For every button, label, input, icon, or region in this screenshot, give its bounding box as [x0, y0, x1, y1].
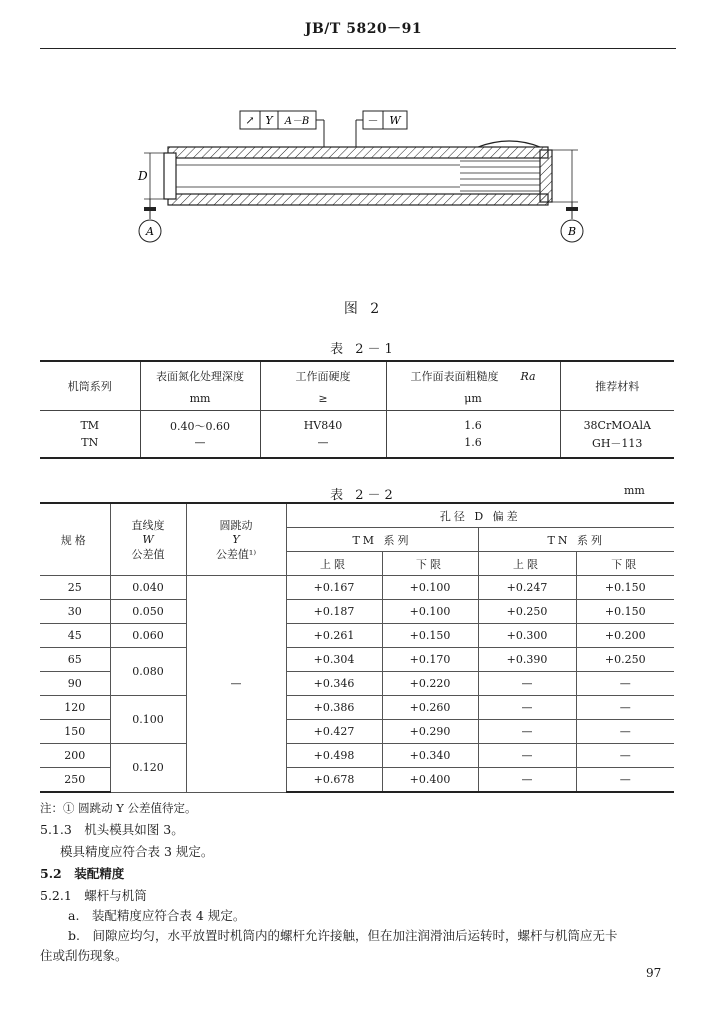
table-row: 65 0.080 +0.304 +0.170 +0.390 +0.250	[40, 648, 674, 672]
table-row: 90 +0.346 +0.220 — —	[40, 672, 674, 696]
right-flange	[540, 150, 552, 202]
t2-h-spec: 规格	[40, 503, 110, 576]
t2-h-tn: TN 系列	[478, 528, 674, 552]
table-2-1	[40, 360, 674, 459]
para-b-cont: 住或刮伤现象。	[40, 948, 128, 963]
standard-header: JB/T 5820－91	[304, 21, 423, 37]
t2-h-runout: 圆跳动 Y 公差值¹⁾	[186, 503, 286, 576]
t1-h-roughness: 工作面表面粗糙度 Ra μm	[386, 361, 560, 411]
table-row: 45 0.060 +0.261 +0.150 +0.300 +0.200	[40, 624, 674, 648]
barrel-bottom-wall	[168, 194, 548, 205]
t1-h-hardness: 工作面硬度 ≥	[260, 361, 386, 411]
tolerance-frame-runout	[240, 111, 324, 147]
svg-text:A－B: A－B	[284, 116, 310, 127]
header-rule	[40, 48, 676, 49]
table2-title: 表 2－2	[330, 488, 397, 503]
table-row: 120 0.100 +0.386 +0.260 — —	[40, 696, 674, 720]
table-row: TM 0.40～0.60 HV840 1.6 38CrMOAlA	[40, 411, 674, 435]
t1-h-material: 推荐材料	[560, 361, 674, 411]
t1-h-series: 机筒系列	[40, 361, 140, 411]
t2-h-straight: 直线度 W 公差值	[110, 503, 186, 576]
table-row: 30 0.050 +0.187 +0.100 +0.250 +0.150	[40, 600, 674, 624]
para-5-1-3: 5.1.3 机头模具如图 3。	[40, 822, 184, 837]
table-2-2: 规格 直线度 W 公差值 圆跳动 Y 公差值¹⁾ 孔径 D 偏差 TM 系列 TN 系列 上限 下限 上限 下限 25 0.040 — +0.167 +0.100 +0.247 +0.150 30 0.050 +0.187 +0.100 +0.250 +0.150 45 0.060 +0.261 +0.150 +0.300 +0.200 65 0.080 +0.304 +0.170 +0.390 +0.250 90 +0.346 +0.220 — — 120 0.100 +0.386 +0.260 — — 150 +0.427 +0.290 — — 200 0.120 +0.498 +0.340 — — 250 +0.678 +0.400 — —	[40, 502, 674, 793]
table-row: TN — — 1.6 GH－113	[40, 434, 674, 458]
t2-h-tm: TM 系列	[286, 528, 478, 552]
table1-title: 表 2－1	[330, 342, 397, 357]
left-flange	[164, 153, 176, 199]
table-row: 200 0.120 +0.498 +0.340 — —	[40, 744, 674, 768]
para-b: b. 间隙应均匀，水平放置时机筒内的螺杆允许接触，但在加注润滑油后运转时，螺杆与机筒应无卡	[68, 928, 618, 943]
svg-text:Y: Y	[265, 114, 273, 127]
section-5-2: 5.2 装配精度	[40, 866, 125, 881]
runout-symbol: ↗	[245, 114, 255, 127]
table-note: 注：① 圆跳动 Y 公差值待定。	[40, 801, 197, 815]
dimension-d-label: D	[138, 169, 148, 183]
barrel-top-wall	[168, 147, 548, 158]
datum-b: B	[567, 225, 577, 238]
figure-caption: 图 2	[343, 301, 384, 317]
table2-unit: mm	[624, 484, 645, 497]
barrel-drawing	[120, 95, 600, 255]
feed-opening	[478, 141, 540, 147]
tolerance-frame-straightness	[356, 111, 407, 147]
runout-value: —	[186, 576, 286, 793]
table-row: 150 +0.427 +0.290 — —	[40, 720, 674, 744]
svg-text:W: W	[389, 114, 401, 127]
para-5-2-1: 5.2.1 螺杆与机筒	[40, 888, 147, 903]
svg-text:－: －	[367, 114, 379, 127]
para-mold-precision: 模具精度应符合表 3 规定。	[60, 844, 214, 859]
datum-a: A	[146, 225, 154, 238]
t2-h-bore: 孔径 D 偏差	[286, 503, 674, 528]
t1-h-nitride: 表面氮化处理深度 mm	[140, 361, 260, 411]
groove-lines	[460, 161, 540, 191]
table-row: 25 0.040 — +0.167 +0.100 +0.247 +0.150	[40, 576, 674, 600]
para-a: a. 装配精度应符合表 4 规定。	[68, 908, 246, 923]
table-row: 250 +0.678 +0.400 — —	[40, 768, 674, 793]
page-number: 97	[646, 966, 662, 980]
